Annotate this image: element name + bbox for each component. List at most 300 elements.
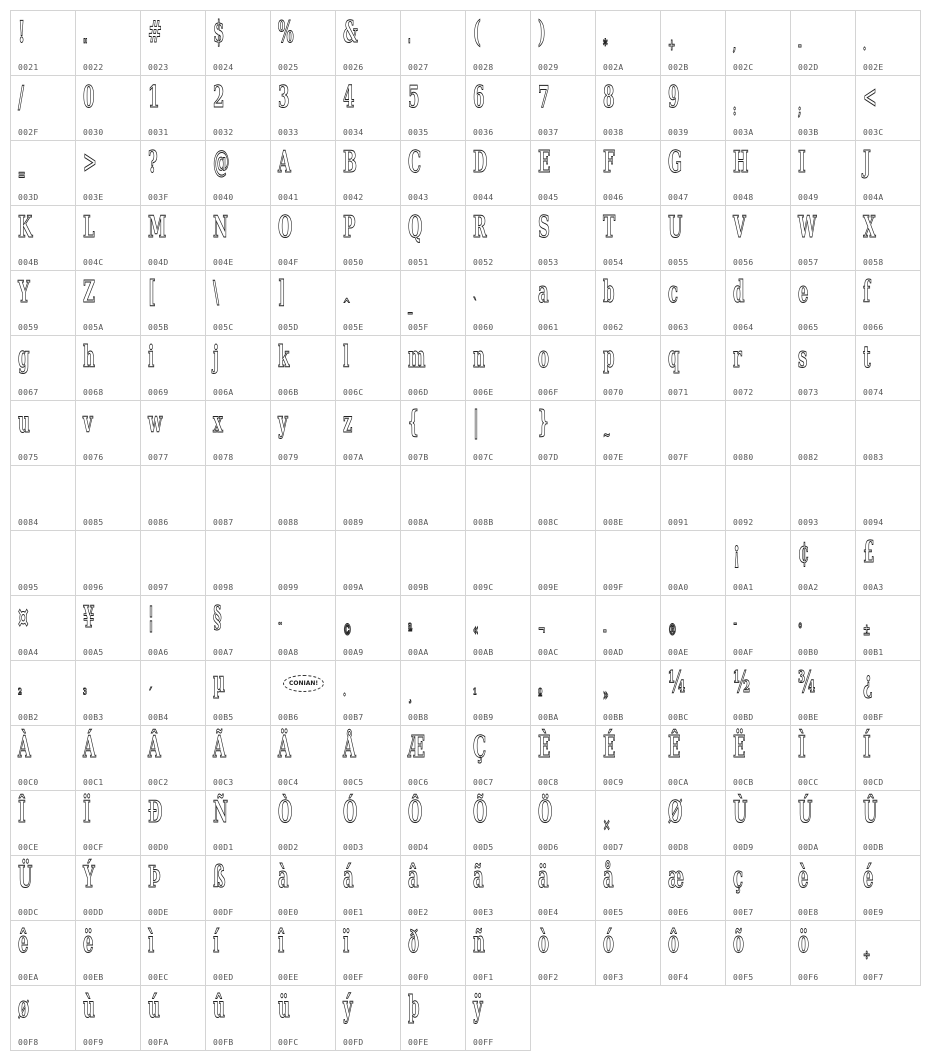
glyph-cell[interactable] (595, 335, 661, 401)
glyph-cell[interactable] (75, 855, 141, 921)
glyph-preview: ï (343, 925, 350, 960)
glyph-cell[interactable] (595, 400, 661, 466)
glyph-cell[interactable] (595, 595, 661, 661)
glyph-cell[interactable] (725, 725, 791, 791)
glyph-cell[interactable] (270, 465, 336, 531)
glyph-cell[interactable] (725, 400, 791, 466)
glyph-code: 00FF (473, 1038, 494, 1047)
glyph-code: 003B (798, 128, 819, 137)
glyph-preview: Ì (798, 730, 806, 765)
glyph-cell[interactable] (465, 725, 531, 791)
glyph-cell[interactable] (660, 725, 726, 791)
glyph-cell[interactable] (660, 270, 726, 336)
glyph-cell[interactable] (270, 530, 336, 596)
glyph-cell[interactable] (660, 465, 726, 531)
glyph-cell[interactable] (790, 205, 856, 271)
glyph-preview: 8 (603, 80, 615, 115)
glyph-cell[interactable] (335, 400, 401, 466)
glyph-cell[interactable] (270, 790, 336, 856)
glyph-cell[interactable] (660, 530, 726, 596)
glyph-cell[interactable] (10, 985, 76, 1051)
glyph-code: 009C (473, 583, 494, 592)
glyph-code: 002E (863, 63, 884, 72)
glyph-code: 0092 (733, 518, 754, 527)
glyph-cell[interactable] (270, 75, 336, 141)
glyph-cell[interactable] (270, 725, 336, 791)
glyph-code: 006C (343, 388, 364, 397)
glyph-cell[interactable] (270, 985, 336, 1051)
glyph-cell[interactable] (660, 140, 726, 206)
glyph-cell[interactable] (335, 205, 401, 271)
glyph-cell[interactable] (400, 465, 466, 531)
glyph-cell[interactable] (595, 205, 661, 271)
glyph-cell[interactable] (790, 660, 856, 726)
glyph-cell[interactable] (595, 725, 661, 791)
glyph-cell[interactable] (855, 335, 921, 401)
glyph-preview: H (733, 145, 749, 180)
glyph-cell[interactable] (335, 335, 401, 401)
glyph-cell[interactable] (140, 985, 206, 1051)
glyph-cell[interactable] (270, 10, 336, 76)
glyph-cell[interactable] (270, 855, 336, 921)
glyph-cell[interactable] (530, 855, 596, 921)
glyph-code: 006A (213, 388, 234, 397)
glyph-preview: j (213, 340, 219, 375)
glyph-preview: õ (733, 925, 745, 960)
glyph-preview: 4 (343, 80, 355, 115)
glyph-preview: î (278, 925, 285, 960)
glyph-code: 0021 (18, 63, 39, 72)
glyph-cell[interactable] (205, 920, 271, 986)
glyph-cell[interactable] (790, 75, 856, 141)
glyph-cell[interactable] (75, 790, 141, 856)
glyph-cell[interactable] (400, 140, 466, 206)
glyph-preview: Þ (148, 860, 161, 895)
glyph-code: 00DF (213, 908, 234, 917)
glyph-cell[interactable] (140, 10, 206, 76)
glyph-cell[interactable] (75, 985, 141, 1051)
glyph-cell[interactable] (595, 75, 661, 141)
glyph-code: 0074 (863, 388, 884, 397)
glyph-cell[interactable] (400, 10, 466, 76)
glyph-preview: ú (148, 990, 160, 1025)
glyph-cell[interactable] (725, 270, 791, 336)
glyph-cell[interactable] (465, 205, 531, 271)
glyph-cell[interactable] (140, 725, 206, 791)
glyph-cell[interactable] (140, 595, 206, 661)
glyph-cell[interactable] (75, 10, 141, 76)
glyph-cell[interactable] (725, 335, 791, 401)
glyph-cell[interactable] (660, 855, 726, 921)
glyph-cell[interactable] (400, 595, 466, 661)
glyph-cell[interactable] (10, 140, 76, 206)
glyph-cell[interactable] (595, 920, 661, 986)
glyph-cell[interactable] (855, 75, 921, 141)
glyph-code: 008C (538, 518, 559, 527)
glyph-cell[interactable] (660, 920, 726, 986)
glyph-cell[interactable] (205, 855, 271, 921)
glyph-cell[interactable] (75, 595, 141, 661)
glyph-cell[interactable] (855, 660, 921, 726)
glyph-cell[interactable] (790, 140, 856, 206)
glyph-preview: Ó (343, 795, 358, 830)
glyph-cell[interactable] (400, 400, 466, 466)
glyph-code: 0093 (798, 518, 819, 527)
glyph-cell[interactable] (790, 595, 856, 661)
glyph-cell[interactable] (725, 465, 791, 531)
glyph-cell[interactable] (400, 205, 466, 271)
glyph-preview: Æ (408, 730, 426, 765)
glyph-cell[interactable] (400, 660, 466, 726)
glyph-cell[interactable] (595, 855, 661, 921)
glyph-cell[interactable] (335, 855, 401, 921)
glyph-cell[interactable] (855, 530, 921, 596)
glyph-cell[interactable] (10, 205, 76, 271)
glyph-preview: ê (18, 925, 29, 960)
glyph-cell[interactable] (855, 465, 921, 531)
glyph-preview: ~ (603, 425, 611, 444)
glyph-cell[interactable] (400, 270, 466, 336)
glyph-cell[interactable] (530, 400, 596, 466)
glyph-cell[interactable] (10, 660, 76, 726)
glyph-cell[interactable] (465, 790, 531, 856)
glyph-code: 0079 (278, 453, 299, 462)
glyph-cell[interactable] (205, 465, 271, 531)
glyph-preview: D (473, 145, 488, 180)
glyph-cell[interactable] (855, 920, 921, 986)
glyph-cell[interactable] (465, 140, 531, 206)
glyph-cell[interactable] (400, 530, 466, 596)
glyph-cell[interactable] (790, 855, 856, 921)
glyph-code: 00C8 (538, 778, 559, 787)
glyph-cell[interactable] (10, 270, 76, 336)
glyph-cell[interactable] (855, 790, 921, 856)
glyph-cell[interactable] (10, 595, 76, 661)
glyph-cell[interactable] (530, 205, 596, 271)
glyph-cell[interactable] (205, 75, 271, 141)
glyph-cell[interactable] (400, 920, 466, 986)
glyph-cell[interactable] (140, 660, 206, 726)
glyph-cell[interactable] (530, 140, 596, 206)
glyph-cell[interactable] (595, 790, 661, 856)
glyph-cell[interactable] (75, 140, 141, 206)
glyph-cell[interactable] (790, 335, 856, 401)
glyph-cell[interactable] (855, 855, 921, 921)
glyph-cell[interactable] (10, 335, 76, 401)
glyph-cell[interactable] (660, 335, 726, 401)
glyph-cell[interactable] (140, 465, 206, 531)
glyph-preview: ® (668, 620, 677, 639)
glyph-cell[interactable] (530, 920, 596, 986)
glyph-cell[interactable] (75, 400, 141, 466)
glyph-cell[interactable] (75, 270, 141, 336)
glyph-cell[interactable] (595, 660, 661, 726)
glyph-cell[interactable] (10, 465, 76, 531)
glyph-code: 00BF (863, 713, 884, 722)
glyph-cell[interactable] (10, 10, 76, 76)
glyph-cell[interactable] (530, 270, 596, 336)
glyph-code: 0035 (408, 128, 429, 137)
glyph-code: 0055 (668, 258, 689, 267)
glyph-cell[interactable] (465, 660, 531, 726)
glyph-code: 0054 (603, 258, 624, 267)
glyph-code: 0088 (278, 518, 299, 527)
glyph-code: 0031 (148, 128, 169, 137)
glyph-cell[interactable] (465, 920, 531, 986)
glyph-cell[interactable] (140, 205, 206, 271)
glyph-preview: á (343, 860, 354, 895)
glyph-code: 00C0 (18, 778, 39, 787)
glyph-cell[interactable] (335, 725, 401, 791)
glyph-cell[interactable] (205, 10, 271, 76)
glyph-code: 0056 (733, 258, 754, 267)
glyph-preview: t (863, 340, 871, 375)
glyph-cell[interactable] (140, 335, 206, 401)
glyph-cell[interactable] (595, 530, 661, 596)
glyph-cell[interactable] (140, 400, 206, 466)
glyph-preview: ¤ (18, 600, 29, 635)
glyph-cell[interactable] (400, 855, 466, 921)
glyph-cell[interactable] (205, 530, 271, 596)
glyph-cell[interactable] (400, 75, 466, 141)
glyph-cell[interactable] (205, 725, 271, 791)
glyph-preview: § (213, 600, 222, 635)
glyph-cell[interactable] (140, 270, 206, 336)
glyph-grid (10, 10, 920, 1050)
glyph-preview: 0 (83, 80, 95, 115)
glyph-cell[interactable] (400, 725, 466, 791)
glyph-cell[interactable] (530, 530, 596, 596)
glyph-cell[interactable] (205, 790, 271, 856)
glyph-code: 00A7 (213, 648, 234, 657)
glyph-cell[interactable] (335, 660, 401, 726)
glyph-cell[interactable] (75, 205, 141, 271)
glyph-code: 0047 (668, 193, 689, 202)
glyph-cell[interactable] (400, 790, 466, 856)
glyph-cell[interactable] (465, 855, 531, 921)
glyph-cell[interactable] (270, 140, 336, 206)
glyph-preview: G (668, 145, 683, 180)
glyph-cell[interactable] (140, 75, 206, 141)
glyph-cell[interactable] (595, 140, 661, 206)
glyph-preview: Í (863, 730, 871, 765)
glyph-cell[interactable] (530, 335, 596, 401)
glyph-code: 00F3 (603, 973, 624, 982)
glyph-cell[interactable] (595, 270, 661, 336)
glyph-cell[interactable] (10, 400, 76, 466)
glyph-preview: ¦ (148, 600, 155, 635)
glyph-cell[interactable] (530, 790, 596, 856)
glyph-cell[interactable] (75, 920, 141, 986)
glyph-cell[interactable] (10, 855, 76, 921)
glyph-cell[interactable] (855, 595, 921, 661)
glyph-cell[interactable] (270, 205, 336, 271)
glyph-cell[interactable] (205, 400, 271, 466)
glyph-preview: ü (278, 990, 290, 1025)
glyph-cell[interactable] (790, 725, 856, 791)
glyph-cell[interactable] (725, 790, 791, 856)
glyph-code: 00E1 (343, 908, 364, 917)
glyph-cell[interactable] (465, 10, 531, 76)
logo-badge: CONIAN! (283, 675, 324, 692)
glyph-cell[interactable] (270, 270, 336, 336)
glyph-cell[interactable] (855, 400, 921, 466)
glyph-cell[interactable] (725, 205, 791, 271)
glyph-cell[interactable] (595, 465, 661, 531)
glyph-cell[interactable] (270, 335, 336, 401)
glyph-code: 00DA (798, 843, 819, 852)
glyph-cell[interactable] (335, 790, 401, 856)
glyph-cell[interactable] (530, 725, 596, 791)
glyph-code: 004A (863, 193, 884, 202)
glyph-cell[interactable] (530, 10, 596, 76)
glyph-cell[interactable] (75, 75, 141, 141)
glyph-cell[interactable] (270, 595, 336, 661)
glyph-cell[interactable] (75, 335, 141, 401)
glyph-code: 00A8 (278, 648, 299, 657)
glyph-cell[interactable] (335, 920, 401, 986)
glyph-cell[interactable] (660, 790, 726, 856)
glyph-cell[interactable] (270, 400, 336, 466)
glyph-cell[interactable] (75, 530, 141, 596)
glyph-cell[interactable] (790, 920, 856, 986)
glyph-cell[interactable] (725, 140, 791, 206)
glyph-cell[interactable] (855, 725, 921, 791)
glyph-cell[interactable] (725, 595, 791, 661)
glyph-cell[interactable] (335, 10, 401, 76)
glyph-cell[interactable] (140, 530, 206, 596)
glyph-cell[interactable] (465, 75, 531, 141)
glyph-cell[interactable] (10, 530, 76, 596)
glyph-preview: ç (733, 860, 744, 895)
glyph-cell[interactable] (660, 595, 726, 661)
glyph-preview: X (863, 210, 876, 245)
glyph-code: 0041 (278, 193, 299, 202)
glyph-preview: v (83, 405, 93, 440)
glyph-preview: Ô (408, 795, 423, 830)
glyph-preview: M (148, 210, 167, 245)
glyph-code: 00D4 (408, 843, 429, 852)
glyph-cell[interactable] (335, 270, 401, 336)
glyph-cell[interactable] (855, 140, 921, 206)
glyph-cell[interactable] (465, 530, 531, 596)
glyph-cell[interactable] (205, 140, 271, 206)
glyph-code: 00AF (733, 648, 754, 657)
glyph-cell[interactable] (335, 75, 401, 141)
glyph-cell[interactable] (465, 270, 531, 336)
glyph-cell[interactable] (660, 10, 726, 76)
glyph-preview: g (18, 340, 30, 375)
glyph-code: 003F (148, 193, 169, 202)
glyph-cell[interactable] (140, 920, 206, 986)
glyph-cell[interactable] (660, 205, 726, 271)
glyph-cell[interactable] (855, 270, 921, 336)
glyph-cell[interactable] (530, 660, 596, 726)
glyph-code: 00F5 (733, 973, 754, 982)
glyph-code: 0038 (603, 128, 624, 137)
glyph-preview: ° (798, 620, 803, 639)
glyph-cell[interactable] (595, 10, 661, 76)
glyph-code: 00C3 (213, 778, 234, 787)
glyph-cell[interactable] (205, 660, 271, 726)
glyph-cell[interactable] (465, 400, 531, 466)
glyph-cell[interactable] (465, 595, 531, 661)
glyph-cell[interactable] (205, 335, 271, 401)
glyph-cell[interactable] (725, 660, 791, 726)
glyph-cell[interactable] (205, 205, 271, 271)
glyph-preview: d (733, 275, 745, 310)
glyph-cell[interactable] (660, 400, 726, 466)
glyph-cell[interactable] (335, 140, 401, 206)
glyph-cell[interactable] (335, 595, 401, 661)
glyph-preview: æ (668, 860, 685, 895)
glyph-cell[interactable] (790, 270, 856, 336)
glyph-cell[interactable] (530, 465, 596, 531)
glyph-cell[interactable] (790, 530, 856, 596)
glyph-cell[interactable] (140, 855, 206, 921)
glyph-code: 0099 (278, 583, 299, 592)
glyph-cell[interactable] (75, 725, 141, 791)
glyph-cell[interactable] (530, 595, 596, 661)
glyph-cell[interactable] (725, 10, 791, 76)
glyph-cell[interactable] (465, 335, 531, 401)
glyph-cell[interactable] (335, 465, 401, 531)
glyph-cell[interactable] (205, 985, 271, 1051)
glyph-cell[interactable] (465, 465, 531, 531)
glyph-cell[interactable] (790, 400, 856, 466)
glyph-cell[interactable] (10, 920, 76, 986)
glyph-cell[interactable] (855, 10, 921, 76)
glyph-preview: _ (408, 295, 413, 314)
glyph-preview: q (668, 340, 680, 375)
glyph-cell[interactable] (790, 465, 856, 531)
glyph-cell[interactable] (10, 790, 76, 856)
glyph-code: 0049 (798, 193, 819, 202)
glyph-cell[interactable] (660, 660, 726, 726)
glyph-cell[interactable] (530, 75, 596, 141)
glyph-code: 00FE (408, 1038, 429, 1047)
glyph-cell[interactable] (270, 920, 336, 986)
glyph-cell[interactable] (790, 790, 856, 856)
glyph-cell[interactable] (725, 855, 791, 921)
glyph-cell[interactable] (790, 10, 856, 76)
glyph-cell[interactable] (270, 660, 336, 726)
glyph-cell[interactable] (205, 270, 271, 336)
glyph-cell[interactable] (855, 205, 921, 271)
glyph-cell[interactable] (140, 140, 206, 206)
glyph-cell[interactable] (725, 75, 791, 141)
glyph-cell[interactable] (725, 530, 791, 596)
glyph-cell[interactable] (205, 595, 271, 661)
glyph-preview: £ (863, 535, 875, 570)
glyph-preview: Q (408, 210, 423, 245)
glyph-cell[interactable] (335, 530, 401, 596)
glyph-cell[interactable] (140, 790, 206, 856)
glyph-cell[interactable] (10, 725, 76, 791)
glyph-cell[interactable] (400, 985, 466, 1051)
glyph-cell[interactable] (660, 75, 726, 141)
glyph-cell[interactable] (75, 660, 141, 726)
glyph-cell[interactable] (400, 335, 466, 401)
glyph-cell[interactable] (75, 465, 141, 531)
glyph-preview: $ (213, 15, 225, 50)
glyph-cell[interactable] (725, 920, 791, 986)
glyph-cell[interactable] (335, 985, 401, 1051)
glyph-cell[interactable] (10, 75, 76, 141)
glyph-preview: Ï (83, 795, 91, 830)
glyph-code: 0095 (18, 583, 39, 592)
glyph-cell[interactable] (465, 985, 531, 1051)
